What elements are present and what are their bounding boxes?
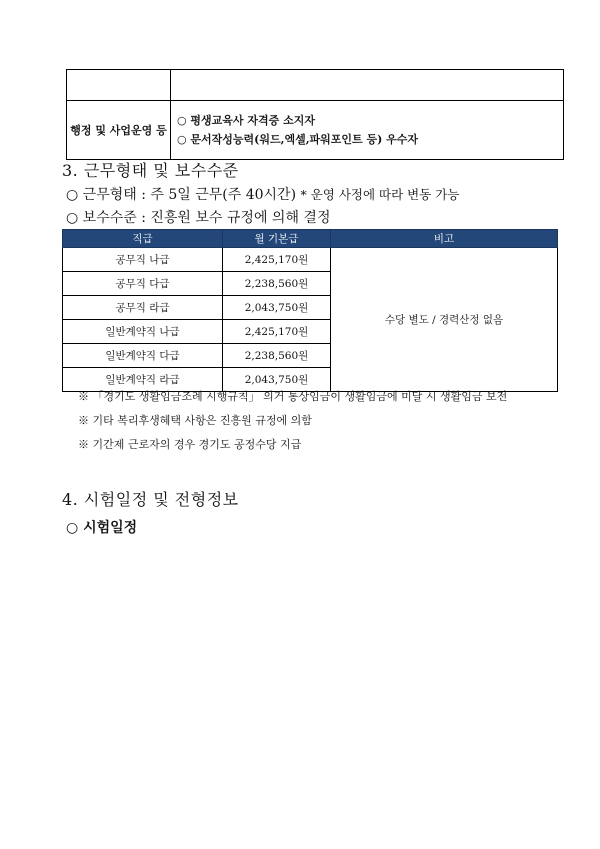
table-header-row <box>63 230 558 248</box>
table-row <box>67 70 564 101</box>
note-item: ※ 기간제 근로자의 경우 경기도 공정수당 지급 <box>78 438 302 451</box>
note-item: ※ 「경기도 생활임금조례 시행규칙」 의거 통상임금이 생활임금에 미달 시 생활임금 보전 <box>78 390 508 403</box>
work-type-line <box>66 184 459 204</box>
pay-cell: 2,425,170원 <box>223 248 331 272</box>
header-pay: 월 기본급 <box>223 230 331 248</box>
qualification-table <box>66 69 564 160</box>
pay-cell: 2,043,750원 <box>223 296 331 320</box>
salary-table <box>62 229 558 392</box>
admin-label: 행정 및 사업운영 등 <box>67 101 171 160</box>
grade-cell: 공무직 라급 <box>63 296 223 320</box>
grade-cell: 공무직 나급 <box>63 248 223 272</box>
remark-cell: 수당 별도 / 경력산정 없음 <box>331 248 558 392</box>
pay-cell: 2,043,750원 <box>223 368 331 392</box>
notes-list <box>78 388 568 454</box>
grade-cell: 공무직 다급 <box>63 272 223 296</box>
work-type-note: * 운영 사정에 따라 변동 가능 <box>300 187 460 202</box>
note-item: ※ 기타 복리후생혜택 사항은 진흥원 규정에 의함 <box>78 414 312 427</box>
section-3-title: 3. 근무형태 및 보수수준 <box>62 161 239 180</box>
grade-cell: 일반계약직 다급 <box>63 344 223 368</box>
qualification-item: ○ 평생교육사 자격증 소지자 <box>177 114 315 127</box>
work-type-text: ○ 근무형태 : 주 5일 근무(주 40시간) <box>66 187 297 203</box>
table-row <box>63 248 558 272</box>
header-remark: 비고 <box>331 230 558 248</box>
pay-cell: 2,238,560원 <box>223 344 331 368</box>
grade-cell: 일반계약직 나급 <box>63 320 223 344</box>
pay-level-line: ○ 보수수준 : 진흥원 보수 규정에 의해 결정 <box>66 210 331 226</box>
pay-cell: 2,425,170원 <box>223 320 331 344</box>
qualification-item: ○ 문서작성능력(워드,엑셀,파워포인트 등) 우수자 <box>177 133 419 146</box>
grade-cell: 일반계약직 라급 <box>63 368 223 392</box>
exam-schedule-heading: ○ 시험일정 <box>66 520 138 536</box>
section-4-title: 4. 시험일정 및 전형정보 <box>62 490 239 509</box>
pay-cell: 2,238,560원 <box>223 272 331 296</box>
header-grade: 직급 <box>63 230 223 248</box>
table-row <box>67 101 564 160</box>
